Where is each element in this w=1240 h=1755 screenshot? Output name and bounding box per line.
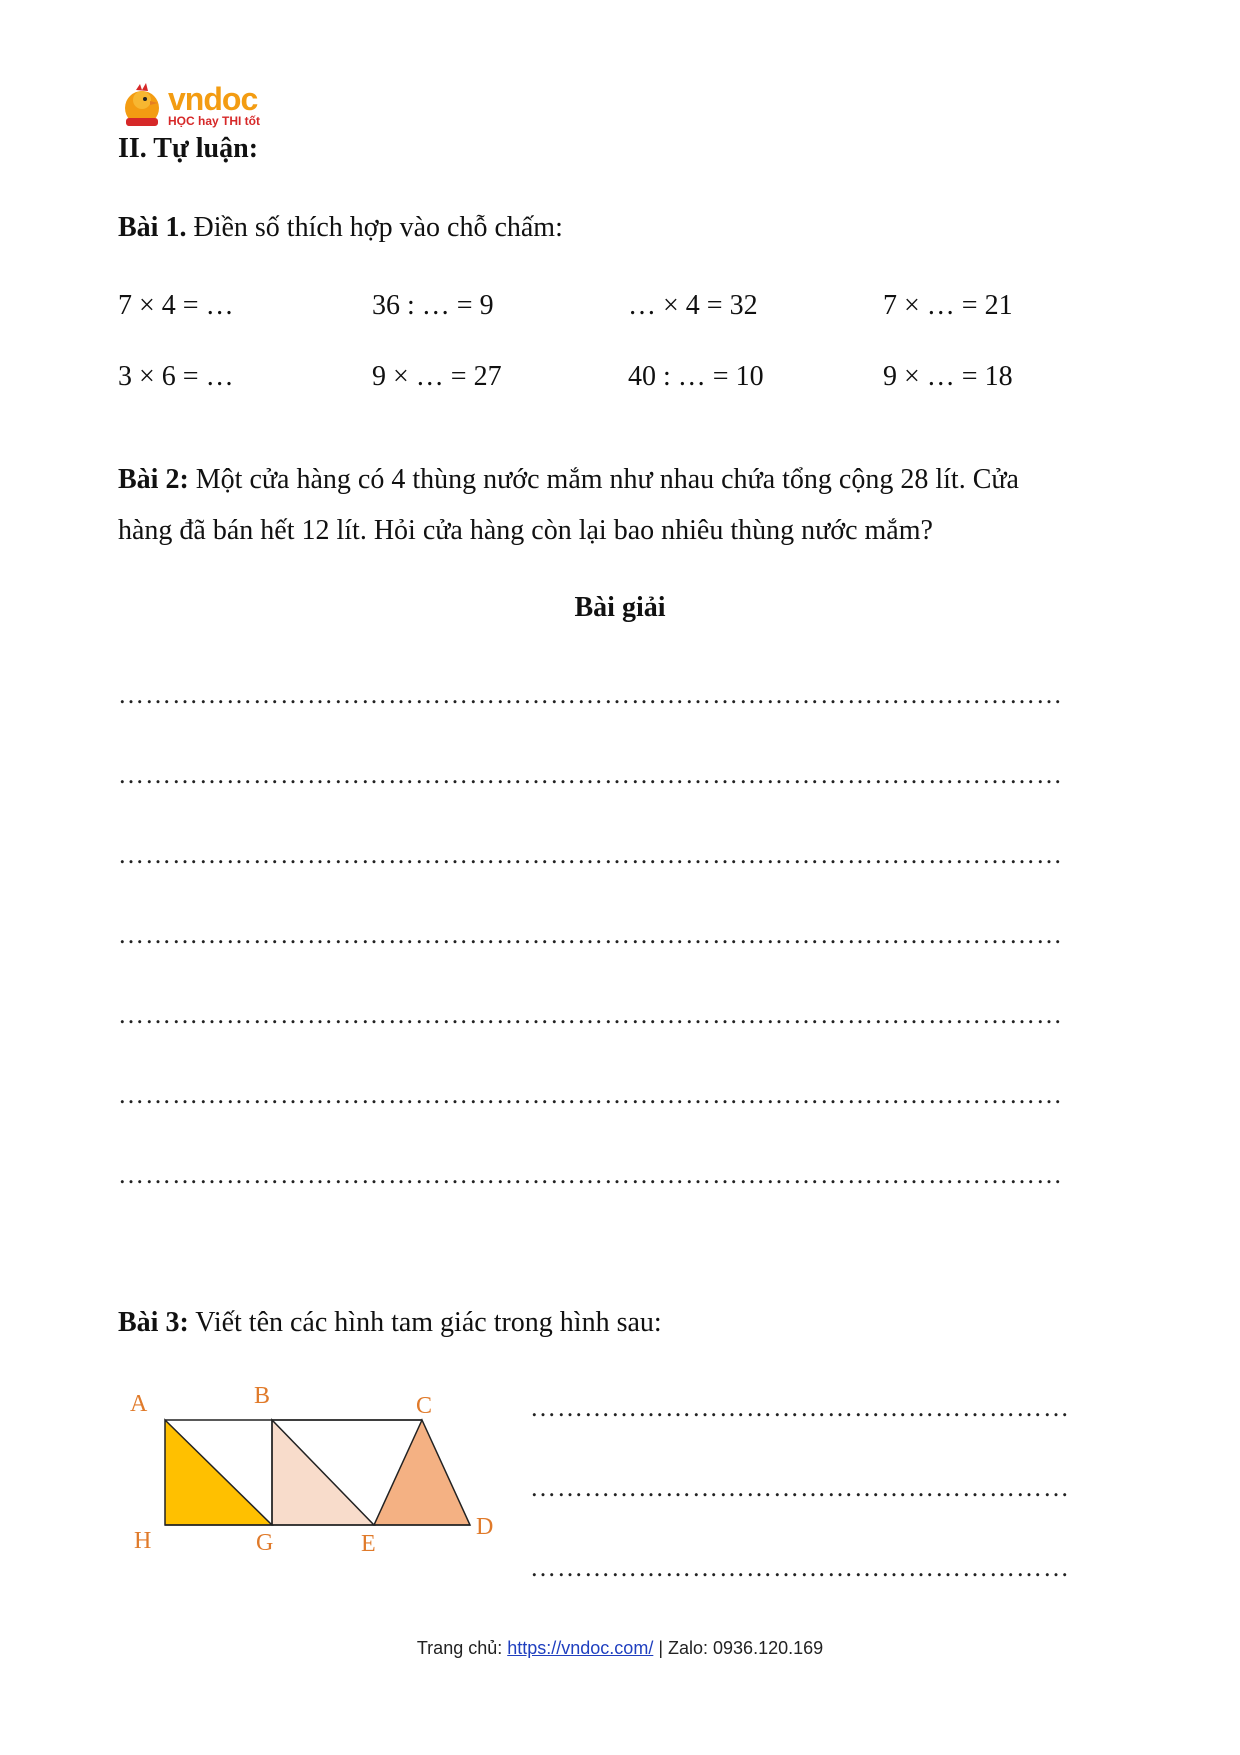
bai2-line-1 xyxy=(118,460,1128,500)
answer-line-6[interactable]: …………………………………………………………………………………………… xyxy=(118,1080,1063,1109)
logo-tagline: HỌC hay THI tốt xyxy=(168,114,260,128)
bai3-answer-line-1[interactable]: …………………………………………………… xyxy=(530,1393,1070,1422)
bai1-eq-2: 36 : … = 9 xyxy=(372,290,494,321)
bai2-prompt xyxy=(118,460,1128,551)
section-title: II. Tự luận: xyxy=(118,133,259,164)
footer-home-link[interactable]: https://vndoc.com/ xyxy=(507,1638,654,1658)
bai1-eq-8: 9 × … = 18 xyxy=(883,361,1013,392)
point-label-b: B xyxy=(254,1383,271,1409)
answer-line-1[interactable]: …………………………………………………………………………………………… xyxy=(118,680,1063,709)
bai1-eq-4: 7 × … = 21 xyxy=(883,290,1013,321)
bai1-label: Bài 1. xyxy=(118,212,187,243)
bai3-answer-line-2[interactable]: …………………………………………………… xyxy=(530,1473,1070,1502)
point-label-a: A xyxy=(130,1391,148,1417)
bai1-eq-6: 9 × … = 27 xyxy=(372,361,502,392)
triangle-figure xyxy=(118,1375,518,1565)
footer-prefix: Trang chủ: xyxy=(416,1638,508,1658)
bai1-prompt xyxy=(118,208,563,248)
bai1-eq-3: … × 4 = 32 xyxy=(628,290,758,321)
bai1-eq-5: 3 × 6 = … xyxy=(118,361,234,392)
solution-title: Bài giải xyxy=(574,592,666,623)
triangle-bge xyxy=(272,1420,374,1525)
answer-line-7[interactable]: …………………………………………………………………………………………… xyxy=(118,1160,1063,1189)
point-label-g: G xyxy=(256,1530,274,1556)
bai3-answer-line-3[interactable]: …………………………………………………… xyxy=(530,1553,1070,1582)
logo-wordmark: vndoc xyxy=(168,81,258,117)
page-footer xyxy=(0,1638,1240,1659)
vndoc-logo xyxy=(118,82,278,134)
bai1-text: Điền số thích hợp vào chỗ chấm: xyxy=(186,212,563,243)
answer-line-4[interactable]: …………………………………………………………………………………………… xyxy=(118,920,1063,949)
answer-line-3[interactable]: …………………………………………………………………………………………… xyxy=(118,840,1063,869)
bai3-prompt xyxy=(118,1303,662,1343)
bai3-text: Viết tên các hình tam giác trong hình sau: xyxy=(188,1307,662,1338)
answer-line-2[interactable]: …………………………………………………………………………………………… xyxy=(118,760,1063,789)
bai2-line1-text: Một cửa hàng có 4 thùng nước mắm như nhau chứa tổng cộng 28 lít. Cửa xyxy=(188,464,1019,495)
footer-suffix: | Zalo: 0936.120.169 xyxy=(653,1638,824,1658)
point-label-h: H xyxy=(134,1528,152,1554)
chicken-mascot-icon xyxy=(118,82,166,130)
bai2-line-2: hàng đã bán hết 12 lít. Hỏi cửa hàng còn lại bao nhiêu thùng nước mắm? xyxy=(118,515,933,546)
answer-line-5[interactable]: …………………………………………………………………………………………… xyxy=(118,1000,1063,1029)
point-label-e: E xyxy=(361,1531,376,1557)
bai2-label: Bài 2: xyxy=(118,464,189,495)
bai1-eq-1: 7 × 4 = … xyxy=(118,290,234,321)
bai1-eq-7: 40 : … = 10 xyxy=(628,361,764,392)
point-label-d: D xyxy=(476,1514,494,1540)
triangle-ahg xyxy=(165,1420,272,1525)
triangle-ced xyxy=(374,1420,470,1525)
bai3-label: Bài 3: xyxy=(118,1307,189,1338)
point-label-c: C xyxy=(416,1393,433,1419)
